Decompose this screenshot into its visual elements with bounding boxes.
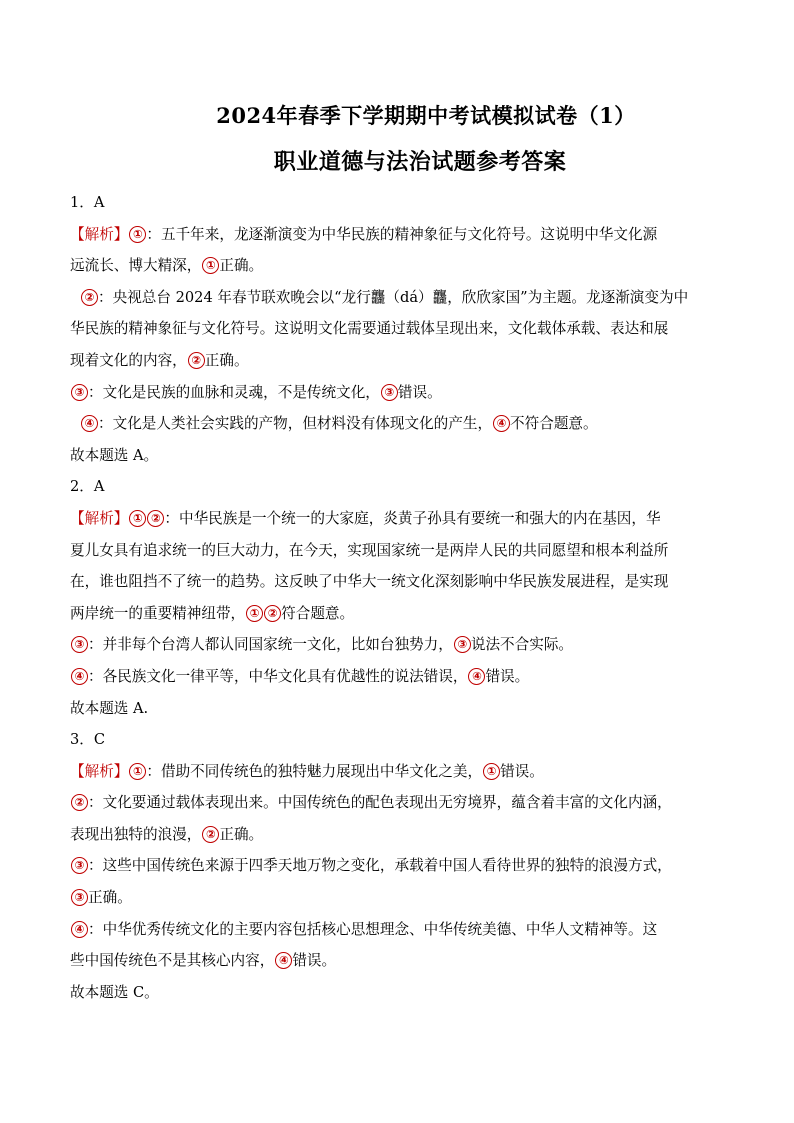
q2-answer: 2．A: [70, 478, 105, 496]
q3-answer: 3．C: [70, 731, 106, 749]
q1-line: 远流长、博大精深， ① 正确。: [70, 257, 264, 275]
q1-line: 【解析】 ① ：五千年来，龙逐渐演变为中华民族的精神象征与文化符号。这说明中华文化源: [70, 225, 658, 243]
circle-4-icon: ④: [81, 415, 98, 432]
circle-1-icon: ①: [246, 605, 263, 622]
circle-2-icon: ②: [147, 510, 164, 527]
q1-line: 现着文化的内容， ② 正确。: [70, 351, 249, 369]
circle-1-icon: ①: [202, 257, 219, 274]
exam-title: 2024年春季下学期期中考试模拟试卷（1）: [216, 103, 636, 128]
q1-line: ④ ：文化是人类社会实践的产物，但材料没有体现文化的产生， ④ 不符合题意。: [70, 408, 730, 440]
q1-line: ③ ：文化是民族的血脉和灵魂，不是传统文化， ③ 错误。: [70, 377, 730, 409]
circle-3-icon: ③: [381, 384, 398, 401]
circle-3-icon: ③: [71, 889, 88, 906]
circle-3-icon: ③: [71, 636, 88, 653]
q3-line: 些中国传统色不是其核心内容， ④ 错误。: [70, 952, 337, 970]
q3-line: 【解析】 ① ：借助不同传统色的独特魅力展现出中华文化之美， ① 错误。: [70, 762, 544, 780]
circle-4-icon: ④: [275, 952, 292, 969]
q1-conclusion: 故本题选 A。: [70, 446, 159, 464]
q2-line: 两岸统一的重要精神纽带， ① ② 符合题意。: [70, 604, 355, 622]
exam-subtitle: 职业道德与法治试题参考答案: [273, 149, 567, 175]
circle-3-icon: ③: [71, 857, 88, 874]
q2-conclusion: 故本题选 A.: [70, 699, 149, 717]
circle-3-icon: ③: [454, 636, 471, 653]
analysis-label: 【解析】: [70, 762, 129, 780]
q3-line: ③ ：这些中国传统色来源于四季天地万物之变化，承载着中国人看待世界的独特的浪漫方式，: [70, 850, 730, 882]
q2-line: 在，谁也阻挡不了统一的趋势。这反映了中华大一统文化深刻影响中华民族发展进程，是实现: [70, 573, 669, 591]
circle-1-icon: ①: [129, 510, 146, 527]
circle-4-icon: ④: [71, 921, 88, 938]
q1-line: ② ：央视总台 2024 年春节联欢晚会以“龙行龘（dá）龘，欣欣家国”为主题。龙逐渐演变为中: [70, 282, 730, 314]
analysis-label: 【解析】: [70, 509, 129, 527]
q3-line: ④ ：中华优秀传统文化的主要内容包括核心思想理念、中华传统美德、中华人文精神等。这: [70, 914, 730, 946]
q2-line: ③ ：并非每个台湾人都认同国家统一文化，比如台独势力， ③ 说法不合实际。: [70, 629, 730, 661]
q1-answer: 1．A: [70, 194, 105, 211]
analysis-label: 【解析】: [70, 225, 129, 243]
q3-conclusion: 故本题选 C。: [70, 983, 159, 1001]
q2-line: 夏儿女具有追求统一的巨大动力，在今天，实现国家统一是两岸人民的共同愿望和根本利益所: [70, 541, 669, 559]
answer-content: [70, 187, 730, 1008]
q3-line: ③ 正确。: [70, 882, 730, 914]
circle-1-icon: ①: [129, 763, 146, 780]
q1-line: 华民族的精神象征与文化符号。这说明文化需要通过载体呈现出来，文化载体承载、表达和展: [70, 320, 669, 338]
circle-4-icon: ④: [493, 415, 510, 432]
q2-line: ④ ：各民族文化一律平等，中华文化具有优越性的说法错误， ④ 错误。: [70, 661, 730, 693]
circle-1-icon: ①: [483, 763, 500, 780]
q3-line: ② ：文化要通过载体表现出来。中国传统色的配色表现出无穷境界，蕴含着丰富的文化内涵，: [70, 787, 730, 819]
circle-2-icon: ②: [202, 826, 219, 843]
circle-2-icon: ②: [81, 289, 98, 306]
q2-line: 【解析】 ① ② ：中华民族是一个统一的大家庭，炎黄子孙具有要统一和强大的内在基因，华: [70, 509, 661, 527]
circle-2-icon: ②: [71, 794, 88, 811]
circle-2-icon: ②: [188, 352, 205, 369]
circle-2-icon: ②: [264, 605, 281, 622]
circle-1-icon: ①: [129, 226, 146, 243]
circle-3-icon: ③: [71, 384, 88, 401]
circle-4-icon: ④: [71, 668, 88, 685]
q3-line: 表现出独特的浪漫， ② 正确。: [70, 825, 264, 843]
circle-4-icon: ④: [468, 668, 485, 685]
